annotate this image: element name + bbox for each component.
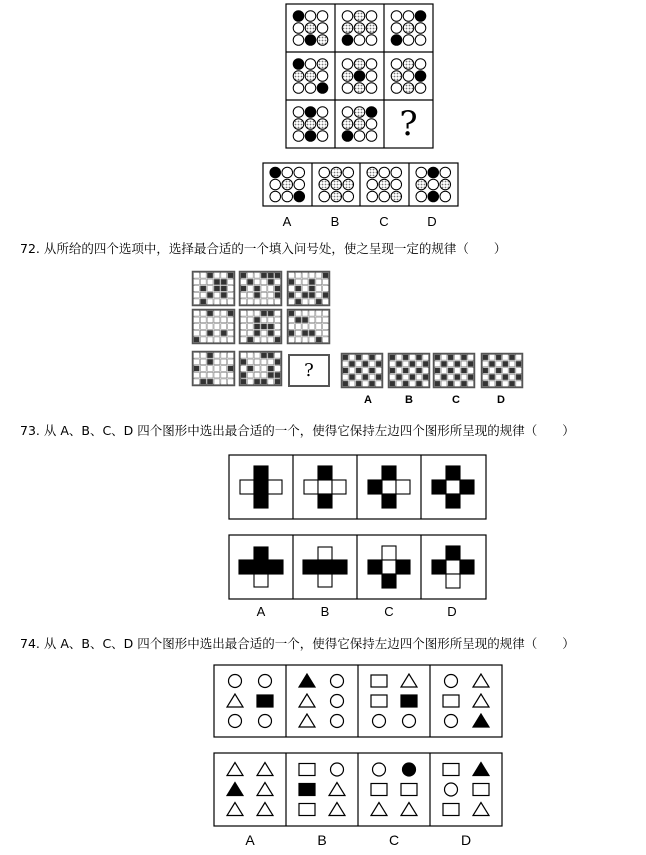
circle-shape [403, 715, 416, 728]
circle-shape [373, 763, 386, 776]
triangle-shape [473, 694, 489, 707]
triangle-shape [227, 763, 243, 776]
triangle-shape [299, 714, 315, 727]
square-shape [299, 804, 315, 816]
square-shape [371, 675, 387, 687]
square-shape [299, 784, 315, 796]
triangle-shape [227, 694, 243, 707]
triangle-shape [401, 803, 417, 816]
circle-shape [259, 715, 272, 728]
square-shape [299, 764, 315, 776]
q71-option-label-d: D [427, 214, 437, 229]
q72-option-label-a: A [364, 394, 372, 406]
triangle-shape [227, 803, 243, 816]
triangle-shape [473, 803, 489, 816]
circle-shape [331, 695, 344, 708]
q72-option-label-c: C [452, 394, 460, 406]
triangle-shape [257, 763, 273, 776]
triangle-shape [329, 803, 345, 816]
circle-shape [331, 763, 344, 776]
q72-option-label-b: B [405, 394, 413, 406]
square-shape [443, 764, 459, 776]
circle-shape [229, 675, 242, 688]
q72-option-label-d: D [497, 394, 505, 406]
triangle-shape [299, 694, 315, 707]
q74-option-label-b: B [317, 832, 327, 848]
q72-question-text: 72. 从所给的四个选项中，选择最合适的一个填入问号处，使之呈现一定的规律（ ） [20, 241, 507, 256]
square-shape [401, 695, 417, 707]
triangle-shape [329, 783, 345, 796]
triangle-shape [473, 763, 489, 776]
triangle-shape [257, 803, 273, 816]
question-mark: ? [304, 360, 314, 381]
circle-shape [403, 763, 416, 776]
triangle-shape [401, 674, 417, 687]
q73-option-label-c: C [384, 604, 394, 619]
q73-question-text: 73. 从 A、B、C、D 四个图形中选出最合适的一个，使得它保持左边四个图形所呈现的规律（ ） [20, 423, 575, 438]
circle-shape [331, 675, 344, 688]
question-mark: ? [399, 104, 418, 144]
square-shape [401, 784, 417, 796]
q73-option-label-a: A [256, 604, 266, 619]
circle-shape [229, 715, 242, 728]
circle-shape [445, 675, 458, 688]
triangle-shape [227, 783, 243, 796]
square-shape [443, 804, 459, 816]
triangle-shape [299, 674, 315, 687]
q74-option-label-a: A [245, 832, 255, 848]
circle-shape [445, 715, 458, 728]
triangle-shape [473, 714, 489, 727]
q73-option-label-d: D [447, 604, 457, 619]
q73-option-label-b: B [320, 604, 330, 619]
square-shape [473, 784, 489, 796]
q71-option-label-a: A [282, 214, 292, 229]
q74-option-label-c: C [388, 832, 400, 848]
q71-option-label-b: B [330, 214, 340, 229]
circle-shape [331, 715, 344, 728]
square-shape [371, 784, 387, 796]
circle-shape [373, 715, 386, 728]
q74-question-text: 74. 从 A、B、C、D 四个图形中选出最合适的一个，使得它保持左边四个图形所呈现的规律（ ） [20, 636, 575, 651]
circle-shape [445, 783, 458, 796]
triangle-shape [473, 674, 489, 687]
q71-option-label-c: C [379, 214, 389, 229]
circle-shape [259, 675, 272, 688]
square-shape [443, 695, 459, 707]
q74-option-label-d: D [460, 832, 472, 848]
triangle-shape [371, 803, 387, 816]
triangle-shape [257, 783, 273, 796]
square-shape [371, 695, 387, 707]
square-shape [257, 695, 273, 707]
